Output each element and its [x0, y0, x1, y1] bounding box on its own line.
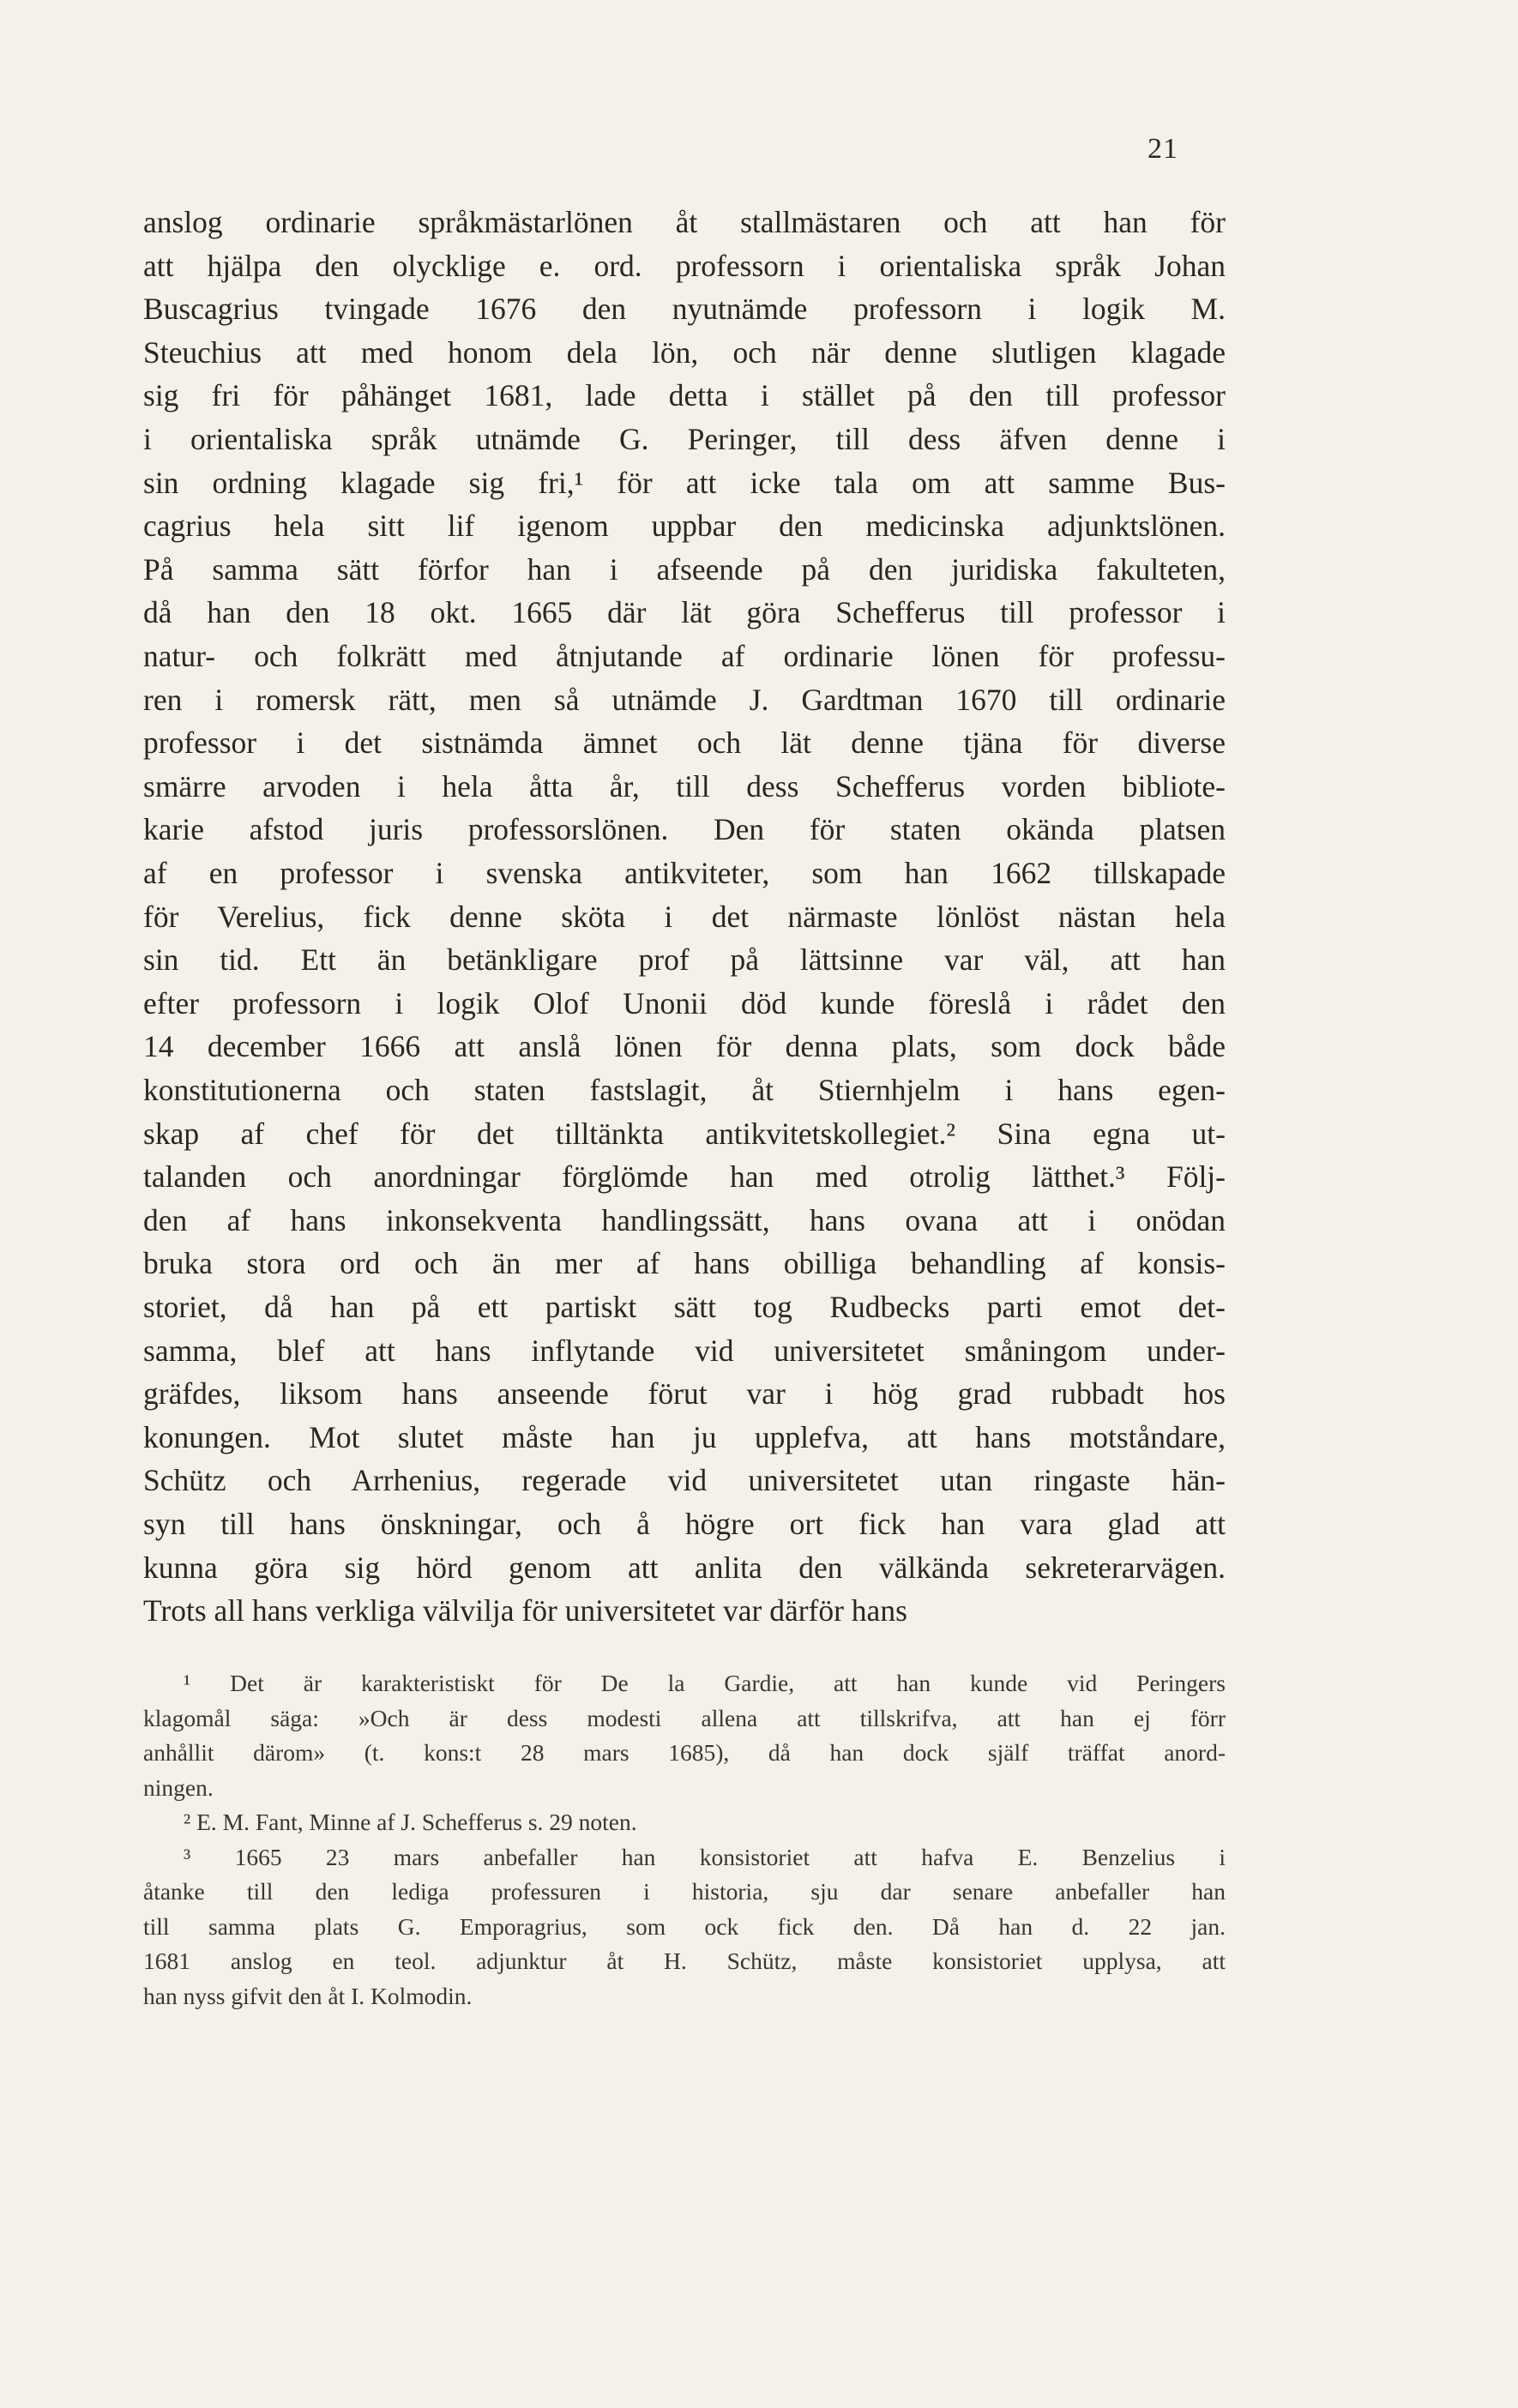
- body-line: På samma sätt förfor han i afseende på den juridiska fakulteten,: [143, 551, 1226, 587]
- footnote-line: ² E. M. Fant, Minne af J. Schefferus s. 29 noten.: [184, 1809, 637, 1835]
- body-line: att hjälpa den olycklige e. ord. professorn i orientaliska språk Johan: [143, 248, 1226, 283]
- body-line: Steuchius att med honom dela lön, och när denne slutligen klagade: [143, 334, 1226, 370]
- body-line: för Verelius, fick denne sköta i det närmaste lönlöst nästan hela: [143, 899, 1226, 934]
- body-line: den af hans inkonsekventa handlingssätt, hans ovana att i onödan: [143, 1202, 1226, 1237]
- body-line: syn till hans önskningar, och å högre ort fick han vara glad att: [143, 1507, 1226, 1541]
- body-line: storiet, då han på ett partiskt sätt tog Rudbecks parti emot det-: [143, 1290, 1226, 1324]
- footnote-line: åtanke till den lediga professuren i historia, sju dar senare anbefaller han: [143, 1878, 1226, 1905]
- body-line: af en professor i svenska antikviteter, som han 1662 tillskapade: [143, 856, 1226, 890]
- body-line: sin tid. Ett än betänkligare prof på lättsinne var väl, att han: [143, 942, 1226, 978]
- body-line: samma, blef att hans inflytande vid universitetet småningom under-: [143, 1333, 1226, 1368]
- body-line: kunna göra sig hörd genom att anlita den välkända sekreterarvägen.: [143, 1550, 1226, 1585]
- body-line: 14 december 1666 att anslå lönen för denna plats, som dock både: [143, 1029, 1226, 1064]
- body-line: Schütz och Arrhenius, regerade vid universitetet utan ringaste hän-: [143, 1463, 1226, 1498]
- footnote-line: anhållit därom» (t. kons:t 28 mars 1685), då han dock själf träffat anord-: [143, 1739, 1226, 1766]
- footnote-line: han nyss gifvit den åt I. Kolmodin.: [143, 1982, 473, 2009]
- footnote-line: ningen.: [143, 1773, 214, 1801]
- body-line: sin ordning klagade sig fri,¹ för att icke tala om att samme Bus-: [143, 465, 1226, 500]
- body-line: konstitutionerna och staten fastslagit, åt Stiernhjelm i hans egen-: [143, 1073, 1226, 1107]
- body-line: Buscagrius tvingade 1676 den nyutnämde professorn i logik M.: [143, 292, 1226, 327]
- body-line: cagrius hela sitt lif igenom uppbar den medicinska adjunktslönen.: [143, 509, 1226, 544]
- body-line: professor i det sistnämda ämnet och lät denne tjäna för diverse: [143, 725, 1226, 761]
- page-number: 21: [1148, 133, 1178, 165]
- body-line: sig fri för påhänget 1681, lade detta i stället på den till professor: [143, 378, 1226, 413]
- body-line: efter professorn i logik Olof Unonii död kunde föreslå i rådet den: [143, 985, 1226, 1020]
- body-line: konungen. Mot slutet måste han ju upplefva, att hans motståndare,: [143, 1419, 1226, 1454]
- footnote-line: klagomål säga: »Och är dess modesti allena att tillskrifva, att han ej förr: [143, 1704, 1226, 1731]
- footnote-line: ³ 1665 23 mars anbefaller han konsistoriet att hafva E. Benzelius i: [184, 1843, 1226, 1870]
- footnote-line: till samma plats G. Emporagrius, som ock fick den. Då han d. 22 jan.: [143, 1912, 1226, 1940]
- body-line: då han den 18 okt. 1665 där lät göra Schefferus till professor i: [143, 595, 1226, 630]
- body-line: smärre arvoden i hela åtta år, till dess Schefferus vorden bibliote-: [143, 768, 1226, 804]
- footnote-line: ¹ Det är karakteristiskt för De la Gardie, att han kunde vid Peringers: [184, 1670, 1226, 1696]
- body-line: Trots all hans verkliga välvilja för universitetet var därför hans: [143, 1593, 907, 1628]
- body-line: gräfdes, liksom hans anseende förut var i hög grad rubbadt hos: [143, 1376, 1226, 1412]
- body-line: skap af chef för det tilltänkta antikvitetskollegiet.² Sina egna ut-: [143, 1116, 1226, 1151]
- body-line: i orientaliska språk utnämde G. Peringer, till dess äfven denne i: [143, 422, 1226, 456]
- body-line: ren i romersk rätt, men så utnämde J. Gardtman 1670 till ordinarie: [143, 682, 1226, 717]
- body-line: natur- och folkrätt med åtnjutande af ordinarie lönen för professu-: [143, 639, 1226, 673]
- body-line: anslog ordinarie språkmästarlönen åt stallmästaren och att han för: [143, 205, 1226, 239]
- body-line: talanden och anordningar förglömde han med otrolig lätthet.³ Följ-: [143, 1159, 1226, 1195]
- body-line: karie afstod juris professorslönen. Den för staten okända platsen: [143, 812, 1226, 847]
- body-line: bruka stora ord och än mer af hans obilliga behandling af konsis-: [143, 1246, 1226, 1281]
- footnote-line: 1681 anslog en teol. adjunktur åt H. Schütz, måste konsistoriet upplysa, att: [143, 1947, 1226, 1974]
